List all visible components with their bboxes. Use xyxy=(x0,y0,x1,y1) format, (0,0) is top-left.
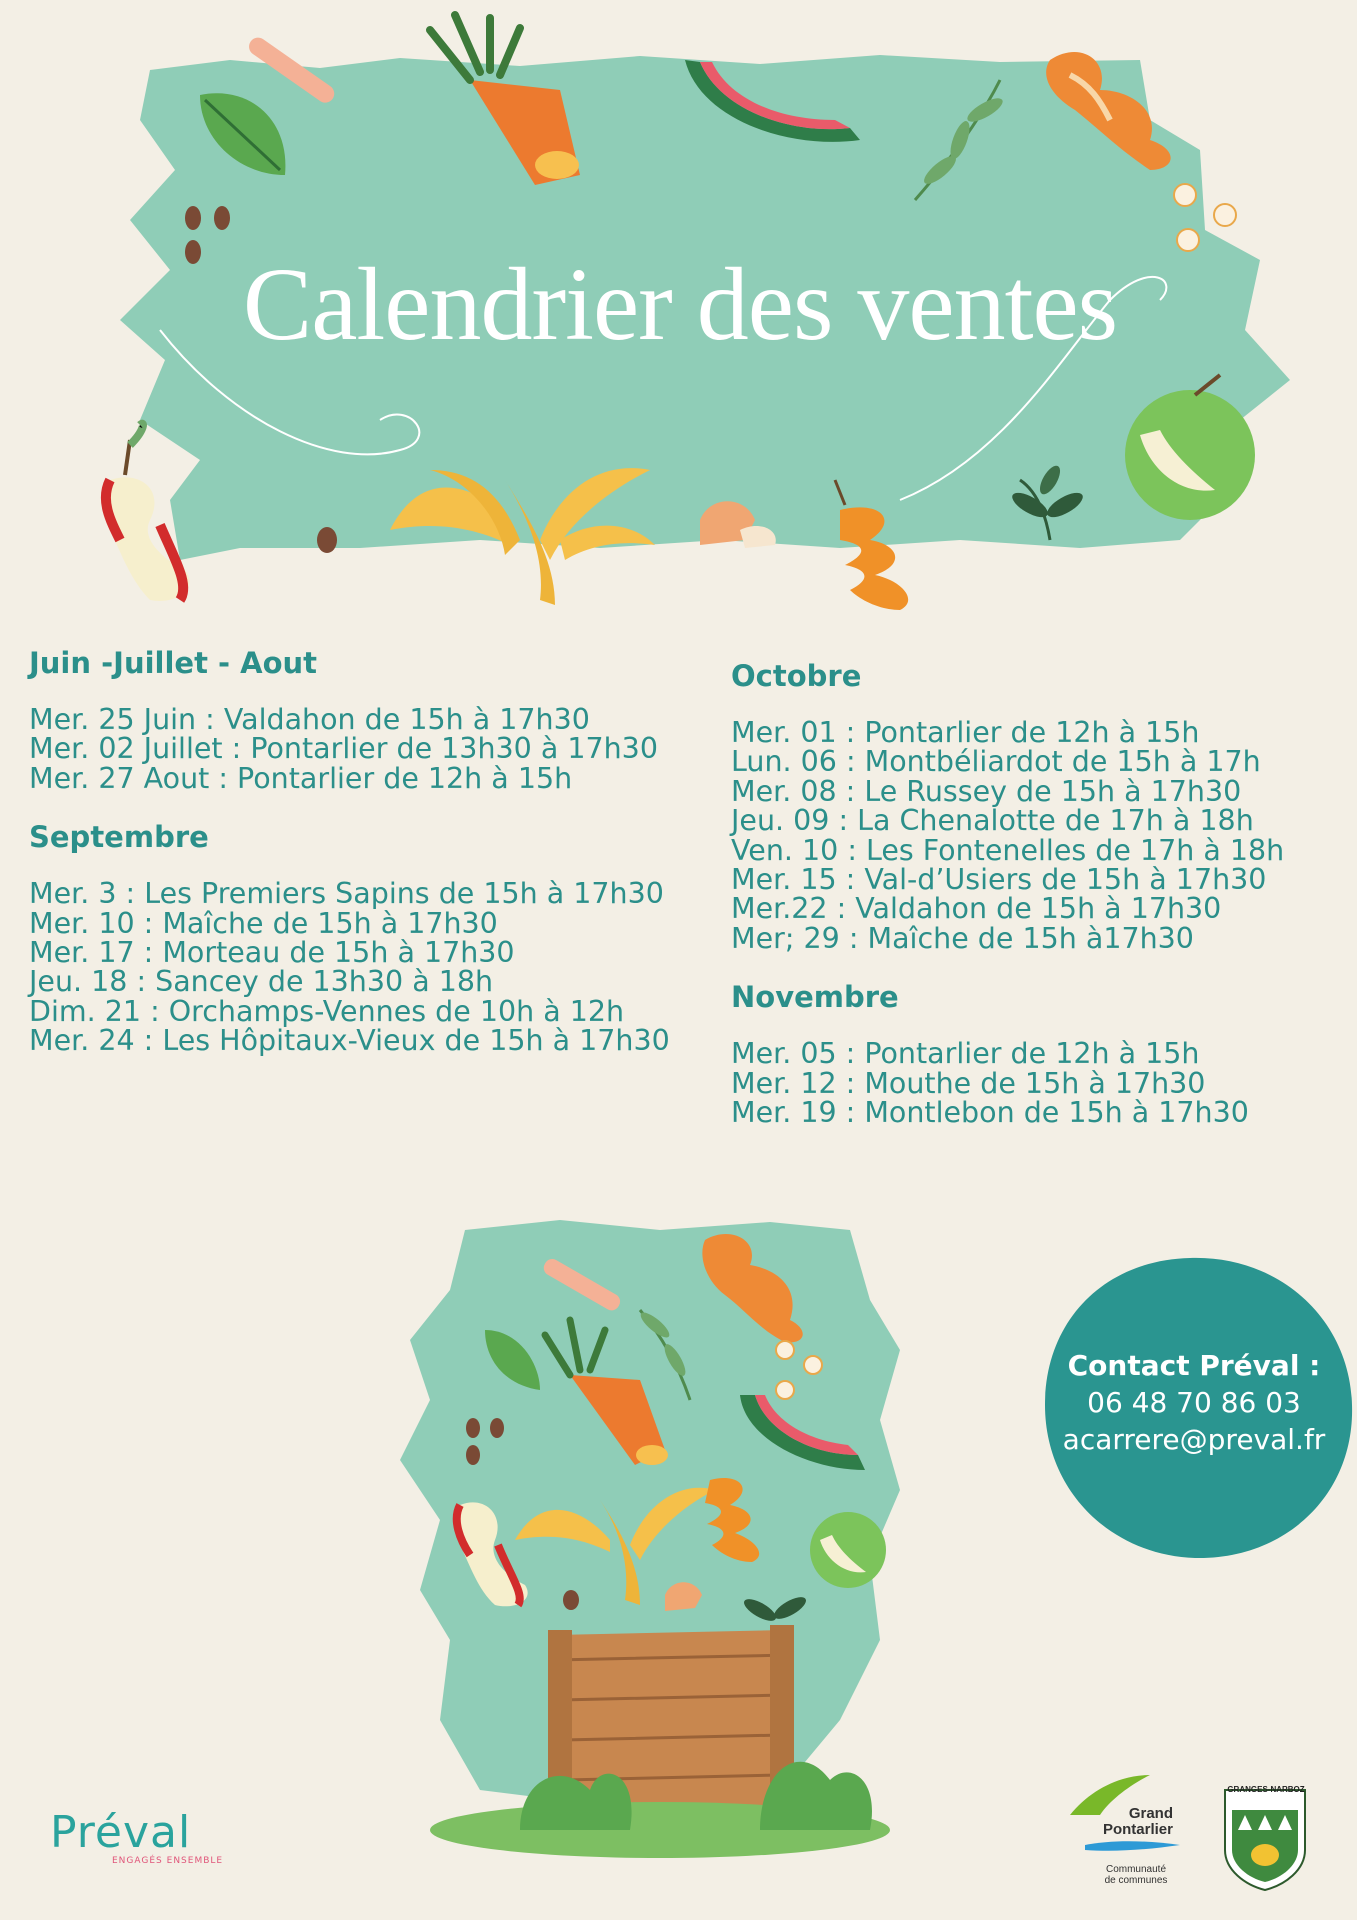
section-heading-november: Novembre xyxy=(731,980,899,1015)
grand-pontarlier-logo xyxy=(1065,1770,1195,1890)
list-item: Lun. 06 : Montbéliardot de 15h à 17h xyxy=(731,745,1261,779)
green-apple-icon xyxy=(810,1512,886,1588)
list-item: Dim. 21 : Orchamps-Vennes de 10h à 12h xyxy=(29,994,625,1028)
list-item: Ven. 10 : Les Fontenelles de 17h à 18h xyxy=(731,833,1285,867)
list-item: Mer. 17 : Morteau de 15h à 17h30 xyxy=(29,936,515,970)
list-item: Mer. 08 : Le Russey de 15h à 17h30 xyxy=(731,774,1242,808)
list-item: Mer. 05 : Pontarlier de 12h à 15h xyxy=(731,1037,1200,1071)
list-item: Mer. 10 : Maîche de 15h à 17h30 xyxy=(29,906,498,940)
summer-entries xyxy=(29,705,729,793)
list-item: Mer. 24 : Les Hôpitaux-Vieux de 15h à 17h30 xyxy=(29,1024,670,1058)
list-item: Mer; 29 : Maîche de 15h à17h30 xyxy=(731,921,1194,955)
list-item: Mer. 02 Juillet : Pontarlier de 13h30 à 17h30 xyxy=(29,732,658,766)
list-item: Mer. 27 Aout : Pontarlier de 12h à 15h xyxy=(29,761,573,795)
contact-email: acarrere@preval.fr xyxy=(1062,1423,1326,1456)
schedule-left-column xyxy=(29,645,729,1082)
list-item: Mer. 01 : Pontarlier de 12h à 15h xyxy=(731,716,1200,749)
page-title: Calendrier des ventes xyxy=(242,247,1118,362)
preval-logo-tagline: ENGAGÉS ENSEMBLE xyxy=(112,1856,224,1866)
contact-label: Contact Préval : xyxy=(1067,1349,1321,1382)
september-entries xyxy=(29,877,729,1058)
preval-logo xyxy=(50,1808,260,1866)
october-entries xyxy=(731,718,1351,953)
list-item: Mer. 12 : Mouthe de 15h à 17h30 xyxy=(731,1066,1206,1100)
list-item: Mer. 3 : Les Premiers Sapins de 15h à 17h30 xyxy=(29,877,664,911)
schedule-right-column xyxy=(731,658,1351,1153)
list-item: Mer. 25 Juin : Valdahon de 15h à 17h30 xyxy=(29,703,590,736)
granges-narboz-logo xyxy=(1222,1780,1310,1890)
list-item: Mer.22 : Valdahon de 15h à 17h30 xyxy=(731,892,1222,926)
grand-pontarlier-title: Grand Pontarlier xyxy=(1102,1805,1173,1838)
section-heading-september: Septembre xyxy=(29,820,209,855)
list-item: Jeu. 09 : La Chenalotte de 17h à 18h xyxy=(731,804,1254,838)
section-heading-summer: Juin -Juillet - Aout xyxy=(29,646,318,680)
preval-logo-name: Préval xyxy=(50,1807,192,1858)
section-heading-october: Octobre xyxy=(731,659,862,693)
list-item: Mer. 19 : Montlebon de 15h à 17h30 xyxy=(731,1096,1249,1130)
november-entries xyxy=(731,1037,1351,1130)
granges-narboz-title: GRANGES-NARBOZ xyxy=(1227,1785,1305,1794)
contact-block xyxy=(1048,1255,1340,1555)
list-item: Jeu. 18 : Sancey de 13h30 à 18h xyxy=(29,965,494,999)
contact-phone: 06 48 70 86 03 xyxy=(1087,1386,1301,1419)
grand-pontarlier-subtitle: Communauté de communes xyxy=(1104,1864,1168,1886)
list-item: Mer. 15 : Val-d’Usiers de 15h à 17h30 xyxy=(731,863,1267,897)
